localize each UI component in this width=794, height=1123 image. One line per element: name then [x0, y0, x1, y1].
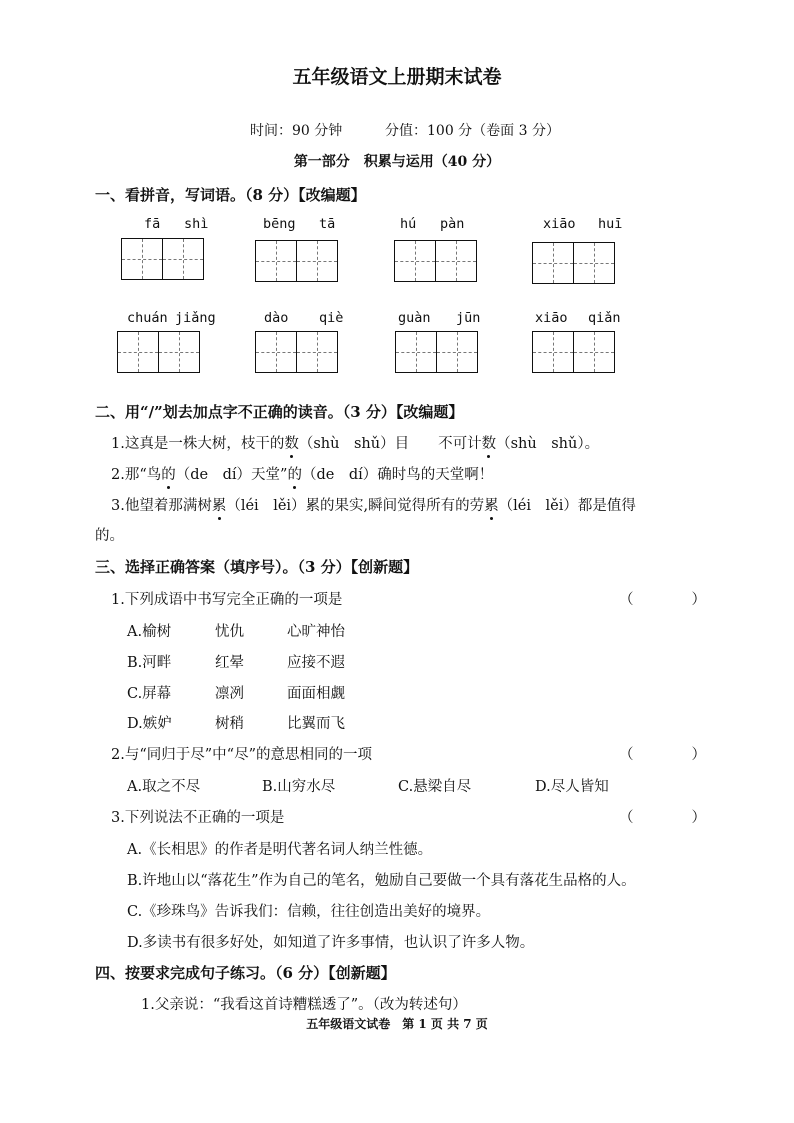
section-4-heading: 四、按要求完成句子练习。（6 分）【创新题】: [95, 964, 396, 982]
option: D.多读书有很多好处，如知道了许多事情，也认识了许多人物。: [127, 935, 535, 951]
grid-cell[interactable]: [532, 331, 574, 373]
answer-blank[interactable]: （ ）: [619, 810, 706, 826]
dotted-char: 的: [287, 463, 302, 484]
section-3-heading: 三、选择正确答案（填序号）。（3 分）【创新题】: [95, 558, 419, 576]
pinyin: qiè: [319, 310, 344, 326]
option: C.悬梁自尽: [398, 779, 472, 795]
writing-grid[interactable]: [117, 331, 200, 373]
text: 1.这真是一株大树，枝干的: [111, 436, 285, 452]
writing-grid[interactable]: [395, 331, 478, 373]
question-3-3-stem: 3.下列说法不正确的一项是: [111, 810, 285, 826]
grid-cell[interactable]: [532, 242, 574, 284]
text: （de dí）天堂”: [175, 467, 288, 483]
text: （de dí）确时鸟的天堂啊！: [301, 467, 494, 483]
exam-time: 时间：90 分钟: [250, 123, 343, 139]
answer-blank[interactable]: （ ）: [619, 747, 706, 763]
grid-cell[interactable]: [573, 242, 615, 284]
pinyin: tā: [319, 216, 336, 232]
text: （shù shǔ）目 不可计: [298, 436, 482, 452]
question-3-2-stem: 2.与“同归于尽”中“尽”的意思相同的一项: [111, 747, 372, 763]
grid-cell[interactable]: [255, 331, 297, 373]
text: （léi lěi）累的果实,瞬间觉得所有的劳: [226, 498, 485, 514]
text: 2.那“鸟: [111, 467, 162, 483]
grid-cell[interactable]: [296, 331, 338, 373]
writing-grid[interactable]: [121, 238, 204, 280]
pinyin: xiāo: [535, 310, 568, 326]
question-2-1: [111, 432, 599, 453]
grid-cell[interactable]: [255, 240, 297, 282]
question-4-1: 1.父亲说：“我看这首诗糟糕透了”。（改为转述句）: [141, 997, 467, 1013]
section-2-heading: 二、用“/”划去加点字不正确的读音。（3 分）【改编题】: [95, 403, 464, 421]
option: 凛冽: [215, 686, 244, 702]
pinyin: fā: [144, 216, 161, 232]
option: B.山穷水尽: [262, 779, 336, 795]
grid-cell[interactable]: [121, 238, 163, 280]
option: C.屏幕: [127, 686, 172, 702]
option: 应接不遐: [287, 655, 345, 671]
answer-blank[interactable]: （ ）: [619, 592, 706, 608]
option: D.尽人皆知: [535, 779, 609, 795]
option: D.嫉妒: [127, 716, 172, 732]
part-one-heading: 第一部分 积累与运用（40 分）: [293, 154, 501, 170]
pinyin: pàn: [440, 216, 465, 232]
grid-cell[interactable]: [394, 240, 436, 282]
exam-score: 分值：100 分（卷面 3 分）: [385, 123, 560, 139]
grid-cell[interactable]: [435, 240, 477, 282]
grid-cell[interactable]: [436, 331, 478, 373]
option: 心旷神怡: [287, 624, 345, 640]
option: 面面相觑: [287, 686, 345, 702]
option: A.取之不尽: [127, 779, 201, 795]
text: 3.他望着那满树: [111, 498, 212, 514]
pinyin: guàn: [398, 310, 431, 326]
option: B.河畔: [127, 655, 172, 671]
grid-cell[interactable]: [573, 331, 615, 373]
dotted-char: 累: [212, 494, 227, 515]
writing-grid[interactable]: [255, 331, 338, 373]
grid-cell[interactable]: [296, 240, 338, 282]
option: 红晕: [215, 655, 244, 671]
pinyin: hú: [400, 216, 417, 232]
pinyin: huī: [598, 216, 623, 232]
question-3-1-stem: 1.下列成语中书写完全正确的一项是: [111, 592, 343, 608]
pinyin: xiāo: [543, 216, 576, 232]
question-2-2: [111, 463, 493, 484]
page-footer: 五年级语文试卷 第 1 页 共 7 页: [306, 1017, 488, 1031]
pinyin: chuán: [127, 310, 168, 326]
writing-grid[interactable]: [255, 240, 338, 282]
exam-title: 五年级语文上册期末试卷: [292, 66, 502, 88]
dotted-char: 的: [161, 463, 176, 484]
option: 比翼而飞: [287, 716, 345, 732]
option: B.许地山以“落花生”作为自己的笔名，勉励自己要做一个具有落花生品格的人。: [127, 873, 636, 889]
question-2-3-wrap: 的。: [95, 528, 124, 544]
dotted-char: 累: [484, 494, 499, 515]
grid-cell[interactable]: [117, 331, 159, 373]
text: （shù shǔ）。: [496, 436, 600, 452]
grid-cell[interactable]: [395, 331, 437, 373]
option: A.榆树: [127, 624, 172, 640]
grid-cell[interactable]: [158, 331, 200, 373]
section-1-heading: 一、看拼音，写词语。（8 分）【改编题】: [95, 186, 366, 204]
pinyin: qiǎn: [588, 310, 621, 326]
question-2-3: [111, 494, 636, 515]
pinyin: shì: [184, 216, 209, 232]
writing-grid[interactable]: [532, 331, 615, 373]
writing-grid[interactable]: [532, 242, 615, 284]
dotted-char: 数: [284, 432, 299, 453]
text: （léi lěi）都是值得: [498, 498, 636, 514]
pinyin: bēng: [263, 216, 296, 232]
option: C.《珍珠鸟》告诉我们：信赖，往往创造出美好的境界。: [127, 904, 491, 920]
writing-grid[interactable]: [394, 240, 477, 282]
option: 树稍: [215, 716, 244, 732]
option: 忧仇: [215, 624, 244, 640]
grid-cell[interactable]: [162, 238, 204, 280]
pinyin: dào: [264, 310, 289, 326]
pinyin: jūn: [456, 310, 481, 326]
option: A.《长相思》的作者是明代著名词人纳兰性德。: [127, 842, 433, 858]
pinyin: jiǎng: [175, 310, 216, 326]
dotted-char: 数: [482, 432, 497, 453]
